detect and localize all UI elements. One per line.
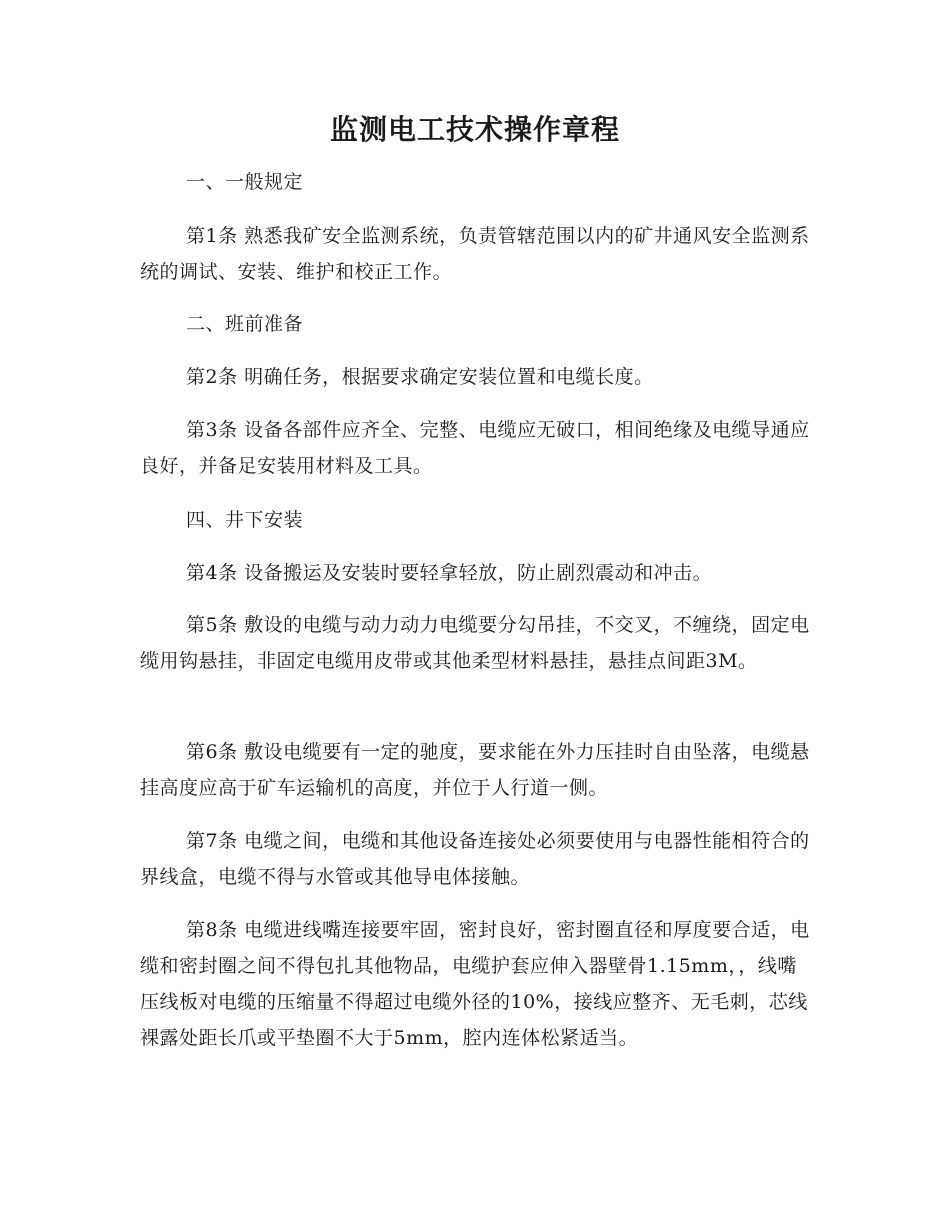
- section-heading-installation: 四、井下安装: [186, 509, 304, 531]
- article-1: 第1条 熟悉我矿安全监测系统，负责管辖范围以内的矿井通风安全监测系统的调试、安装、维护和校正工作。: [140, 225, 810, 283]
- article-8: 第8条 电缆进线嘴连接要牢固，密封良好，密封圈直径和厚度要合适，电缆和密封圈之间不得包扎其他物品，电缆护套应伸入器壁骨1.15mm，，线嘴压线板对电缆的压缩量不得超过电缆外径的10%，接线应整齐、无毛刺，芯线裸露处距长爪或平垫圈不大于5mm，腔内连体松紧适当。: [140, 919, 810, 1049]
- page-title: 监测电工技术操作章程: [329, 113, 620, 146]
- section-heading-preparation: 二、班前准备: [186, 313, 304, 335]
- article-5: 第5条 敷设的电缆与动力动力电缆要分勾吊挂，不交叉，不缠绕，固定电缆用钩悬挂，非固定电缆用皮带或其他柔型材料悬挂，悬挂点间距3M。: [140, 614, 810, 672]
- article-7: 第7条 电缆之间，电缆和其他设备连接处必须要使用与电器性能相符合的界线盒，电缆不得与水管或其他导电体接触。: [140, 830, 810, 888]
- section-heading-general: 一、一般规定: [186, 171, 304, 193]
- article-2: 第2条 明确任务，根据要求确定安装位置和电缆长度。: [186, 366, 654, 388]
- article-4: 第4条 设备搬运及安装时要轻拿轻放，防止剧烈震动和冲击。: [186, 562, 713, 584]
- article-3: 第3条 设备各部件应齐全、完整、电缆应无破口，相间绝缘及电缆导通应良好，并备足安装用材料及工具。: [140, 419, 810, 477]
- article-6: 第6条 敷设电缆要有一定的驰度，要求能在外力压挂时自由坠落，电缆悬挂高度应高于矿车运输机的高度，并位于人行道一侧。: [140, 741, 810, 799]
